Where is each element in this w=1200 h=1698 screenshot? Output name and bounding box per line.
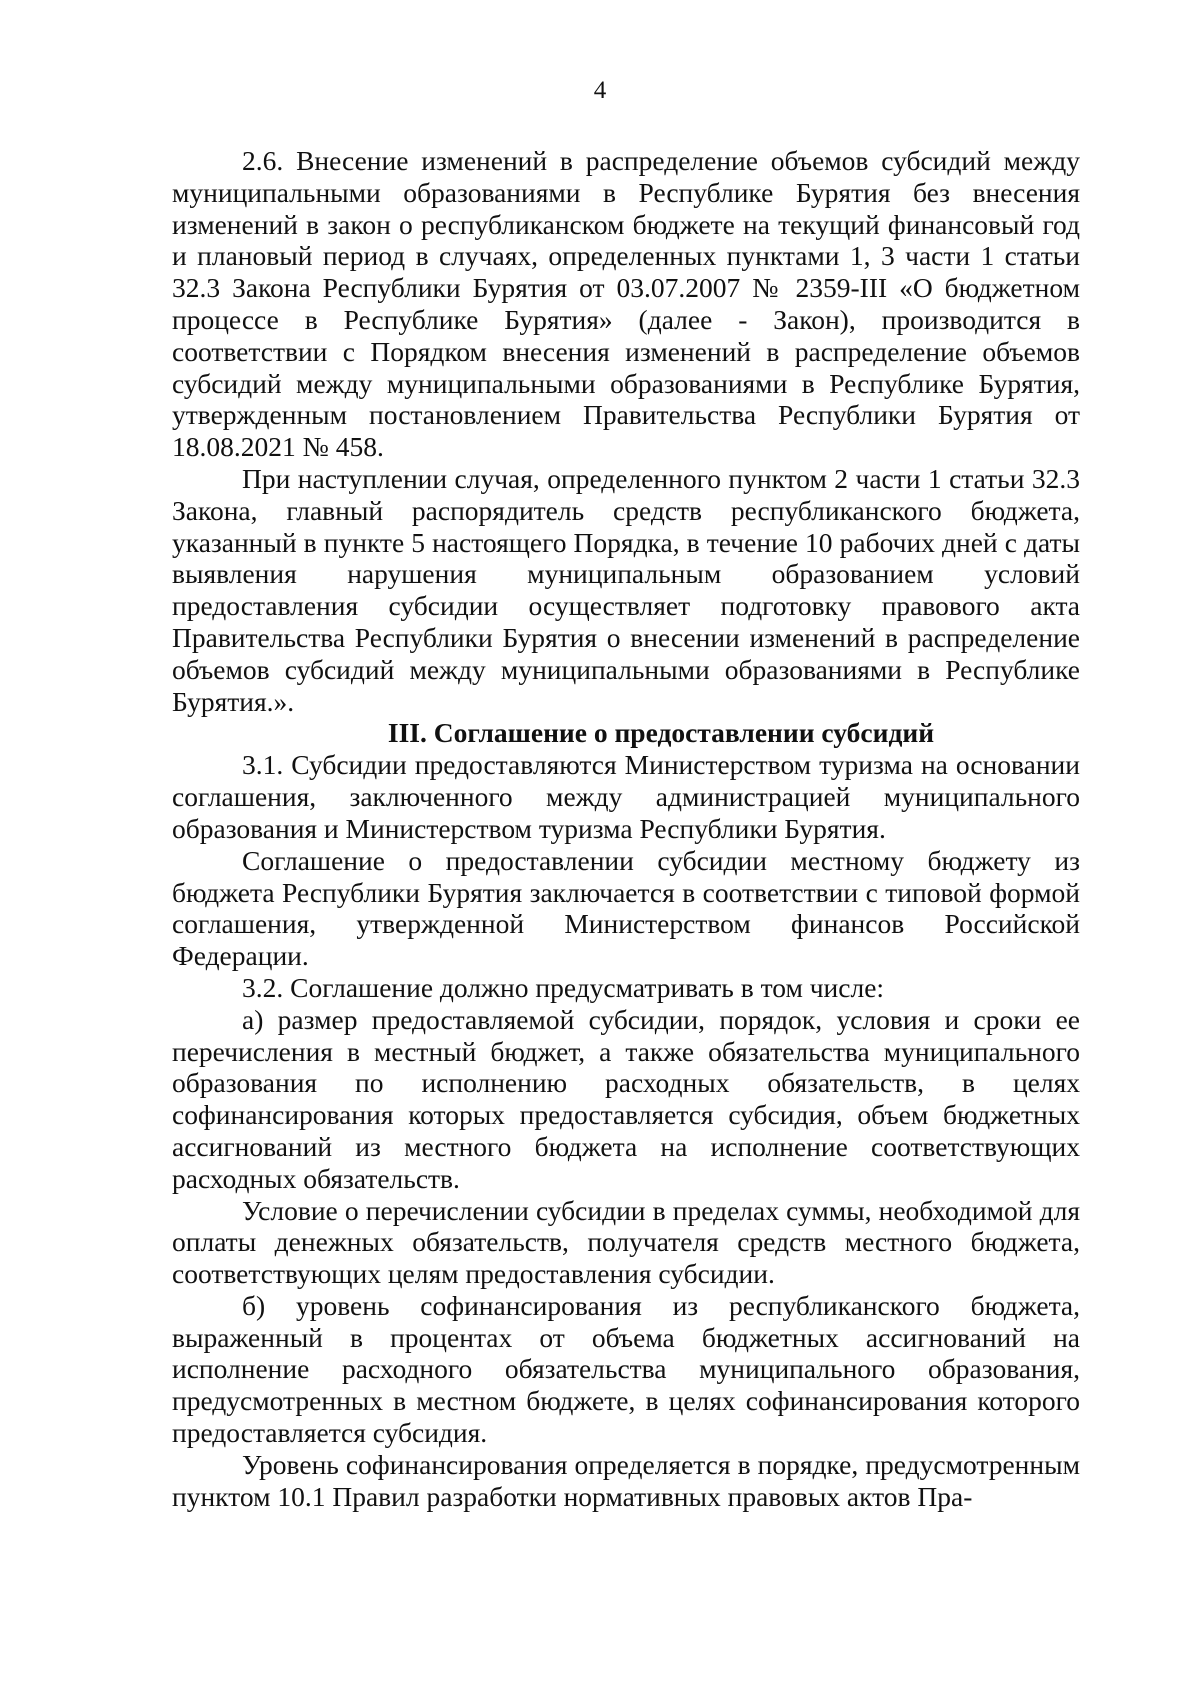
paragraph-3-2: 3.2. Соглашение должно предусматривать в том числе: (242, 971, 885, 1003)
paragraph-agreement-form: Соглашение о предоставлении субсидии местному бюджету из бюджета Республики Бурятия заключается в соответствии с типовой формой соглашения, утвержденной Министерством финансов Российской Федерации. (172, 844, 1080, 972)
paragraph-2-6: 2.6. Внесение изменений в распределение объемов субсидий между муниципальными образованиями в Республике Бурятия без внесения изменений в закон о республиканском бюджете на текущий финансовый год и плановый период в случаях, определенных пунктами 1, 3 части 1 статьи 32.3 Закона Республики Бурятия от 03.07.2007 № 2359-III «О бюджетном процессе в Республике Бурятия» (далее - Закон), производится в соответствии с Порядком внесения изменений в распределение объемов субсидий между муниципальными образованиями в Республике Бурятия, утвержденным постановлением Правительства Республики Бурятия от 18.08.2021 № 458. (172, 145, 1080, 463)
paragraph-cofinancing-level: Уровень софинансирования определяется в порядке, предусмотренным пунктом 10.1 Правил разработки нормативных правовых актов Пра- (172, 1448, 1080, 1512)
paragraph-case-2: При наступлении случая, определенного пунктом 2 части 1 статьи 32.3 Закона, главный распорядитель средств республиканского бюджета, указанный в пункте 5 настоящего Порядка, в течение 10 рабочих дней с даты выявления нарушения муниципальным образованием условий предоставления субсидии осуществляет подготовку правового акта Правительства Республики Бурятия о внесении изменений в распределение объемов субсидий между муниципальными образованиями в Республике Бурятия.». (172, 462, 1080, 717)
paragraph-3-2-a: а) размер предоставляемой субсидии, порядок, условия и сроки ее перечисления в местный бюджет, а также обязательства муниципального образования по исполнению расходных обязательств, в целях софинансирования которых предоставляется субсидия, объем бюджетных ассигнований из местного бюджета на исполнение соответствующих расходных обязательств. (172, 1003, 1080, 1194)
page-number: 4 (593, 77, 607, 104)
section-heading-iii: III. Соглашение о предоставлении субсидий (387, 717, 935, 749)
paragraph-3-1: 3.1. Субсидии предоставляются Министерством туризма на основании соглашения, заключенного между администрацией муниципального образования и Министерством туризма Республики Бурятия. (172, 749, 1080, 844)
paragraph-3-2-b: б) уровень софинансирования из республиканского бюджета, выраженный в процентах от объема бюджетных ассигнований на исполнение расходного обязательства муниципального образования, предусмотренных в местном бюджете, в целях софинансирования которого предоставляется субсидия. (172, 1289, 1080, 1449)
paragraph-transfer-condition: Условие о перечислении субсидии в пределах суммы, необходимой для оплаты денежных обязательств, получателя средств местного бюджета, соответствующих целям предоставления субсидии. (172, 1194, 1080, 1290)
document-body (172, 145, 1080, 1512)
